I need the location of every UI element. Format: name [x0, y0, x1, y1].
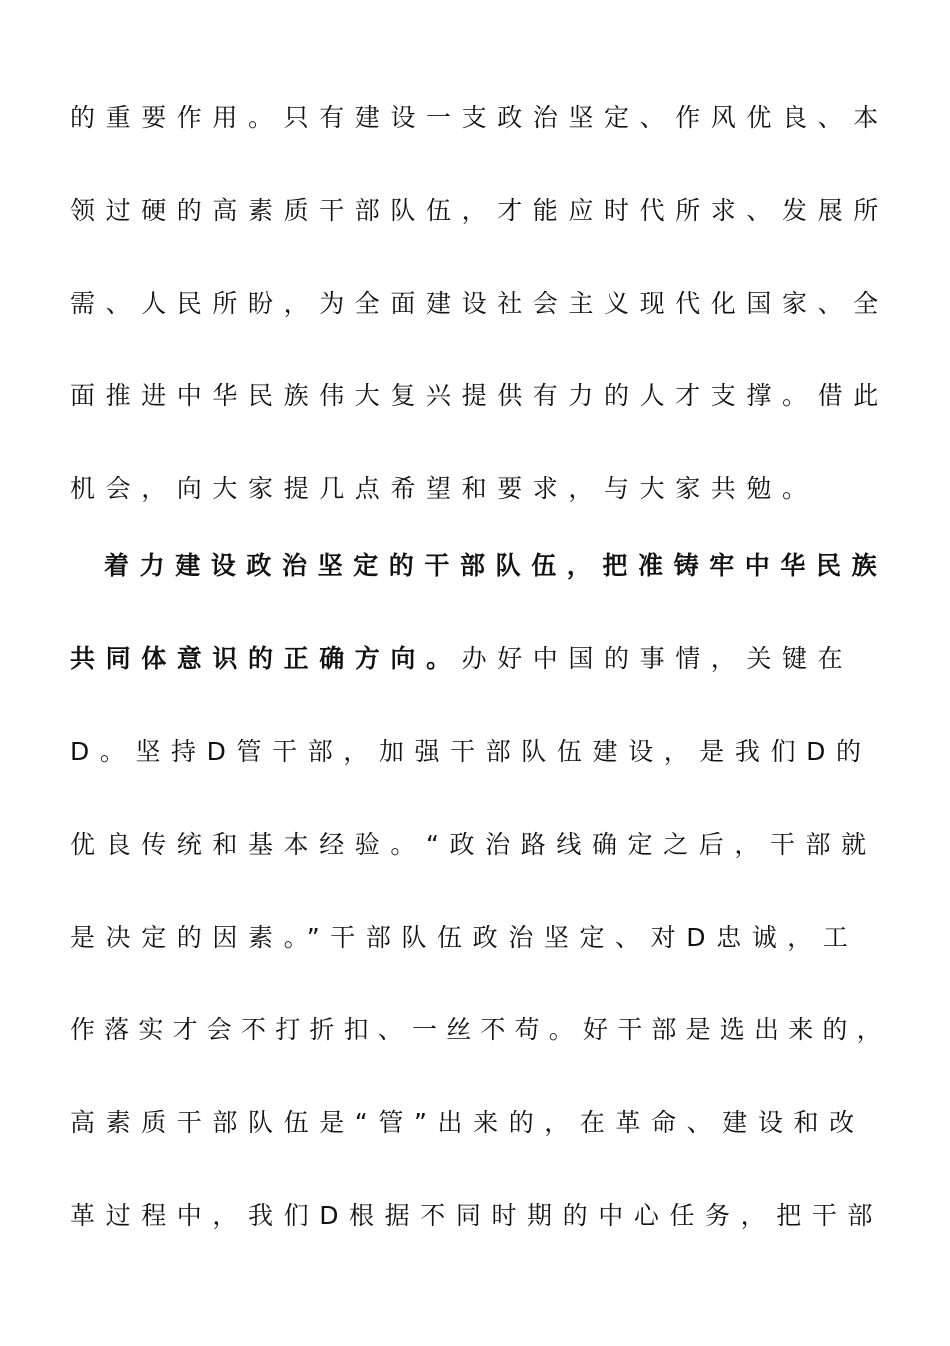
text-line: 高素质干部队伍是“管”出来的，在革命、建设和改 — [70, 1108, 865, 1137]
text-line: 革过程中，我们D根据不同时期的中心任务，把干部 — [70, 1201, 884, 1230]
text-line: D。坚持D管干部，加强干部队伍建设，是我们D的 — [70, 737, 872, 766]
text-line: 是决定的因素。”干部队伍政治坚定、对D忠诚，工 — [70, 923, 859, 952]
text-line: 作落实才会不打折扣、一丝不苟。好干部是选出来的， — [70, 1015, 891, 1044]
text-line: 面推进中华民族伟大复兴提供有力的人才支撑。借此 — [70, 381, 889, 410]
text-span: 办好中国的事情，关键在 — [461, 644, 854, 673]
section-heading: 着力建设政治坚定的干部队伍，把准铸牢中华民族 — [104, 551, 888, 580]
text-line-mixed — [70, 639, 900, 679]
text-line: 机会，向大家提几点希望和要求，与大家共勉。 — [70, 474, 818, 503]
text-line: 需、人民所盼，为全面建设社会主义现代化国家、全 — [70, 289, 889, 318]
section-heading-continuation: 共同体意识的正确方向。 — [70, 644, 462, 673]
text-line: 优良传统和基本经验。“政治路线确定之后，干部就 — [70, 830, 877, 859]
text-line: 领过硬的高素质干部队伍，才能应时代所求、发展所 — [70, 196, 889, 225]
text-line: 的重要作用。只有建设一支政治坚定、作风优良、本 — [70, 103, 889, 132]
